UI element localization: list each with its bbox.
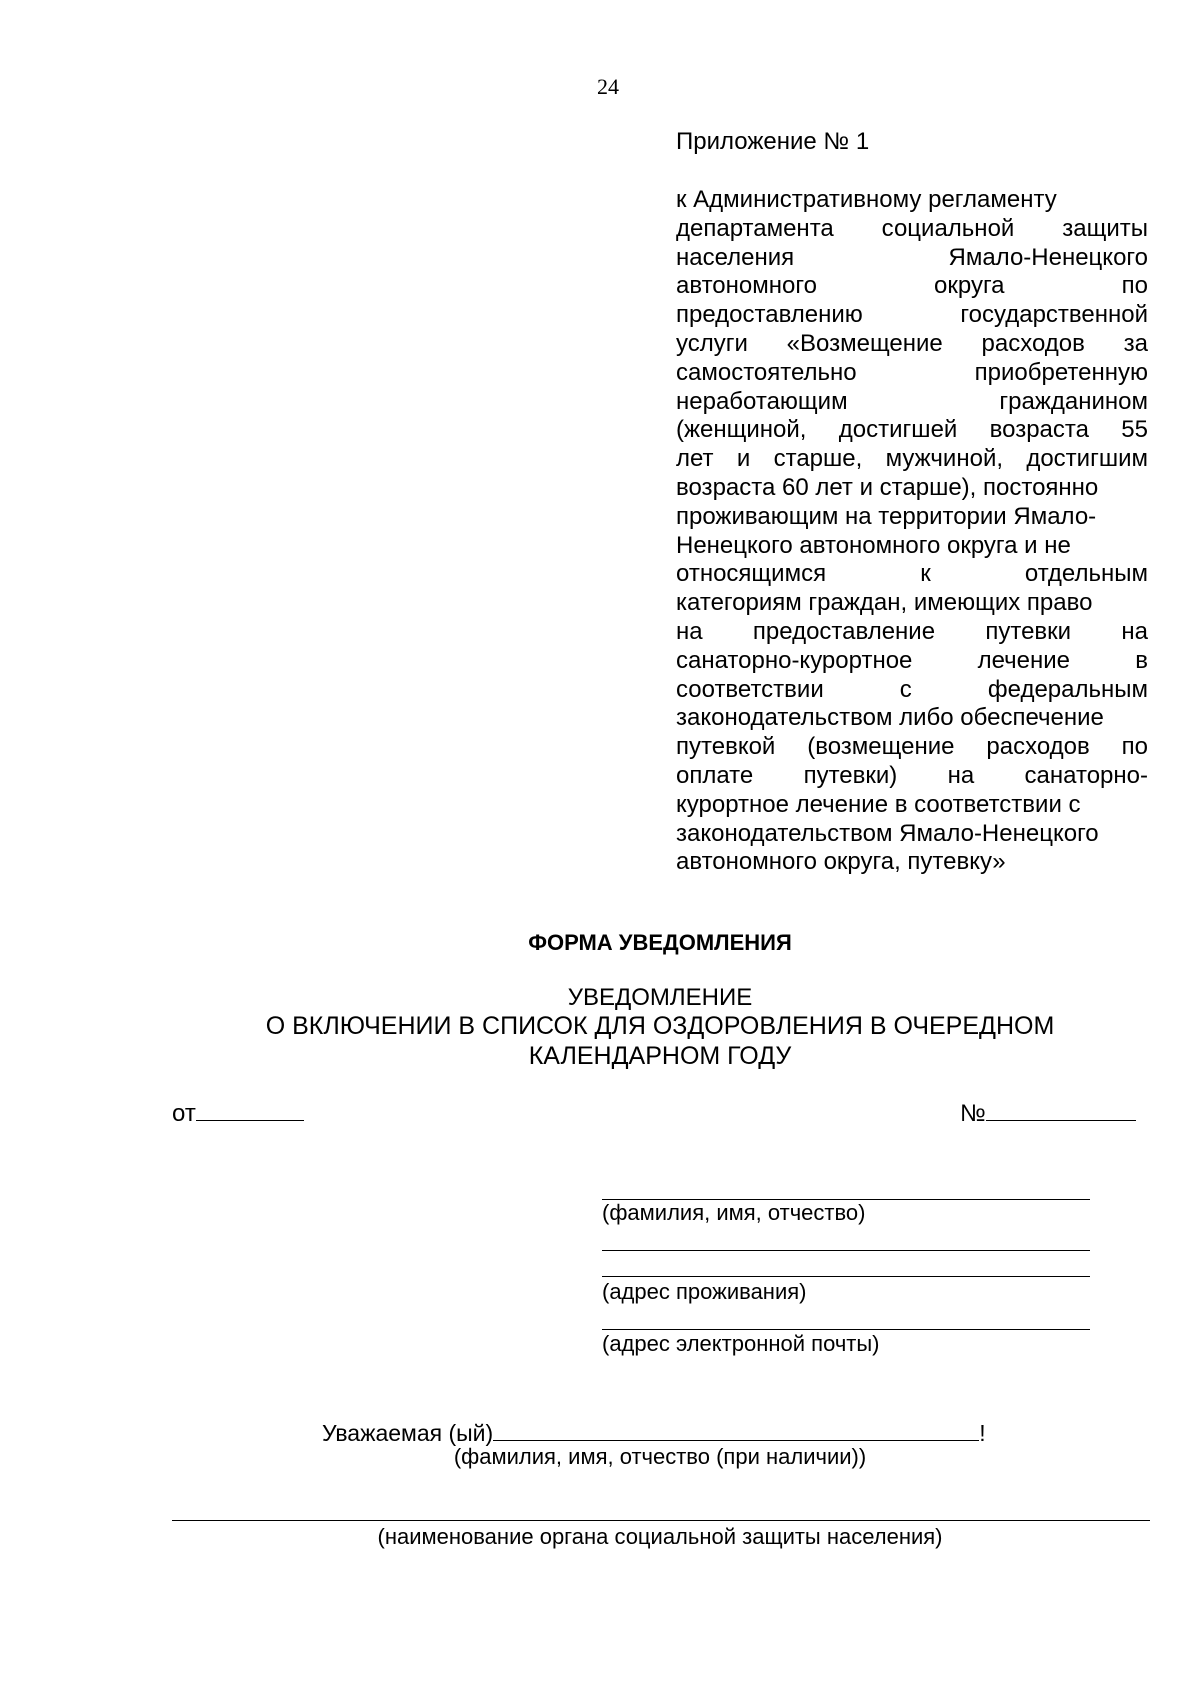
notice-subheading-line: О ВКЛЮЧЕНИИ В СПИСОК ДЛЯ ОЗДОРОВЛЕНИЯ В ОЧЕРЕДНОМ	[265, 1012, 1055, 1040]
number-field[interactable]	[960, 1096, 1136, 1128]
approval-line: соответствии с федеральным	[676, 675, 1148, 703]
approval-line: относящимся к отдельным	[676, 560, 1148, 588]
approval-line: самостоятельно приобретенную	[676, 358, 1148, 386]
salutation-prefix: Уважаемая (ый)	[322, 1420, 494, 1446]
approval-line: (женщиной, достигшей возраста 55	[676, 416, 1148, 444]
approval-line: к Административному регламенту	[676, 186, 1057, 213]
name-caption: (фамилия, имя, отчество)	[602, 1200, 866, 1225]
salutation-caption: (фамилия, имя, отчество (при наличии))	[453, 1444, 867, 1469]
salutation-blank[interactable]	[493, 1416, 979, 1441]
approval-line: услуги «Возмещение расходов за	[676, 329, 1148, 357]
approval-line: возраста 60 лет и старше), постоянно	[676, 473, 1099, 501]
appendix-title: Приложение № 1	[676, 128, 870, 155]
email-line[interactable]	[602, 1329, 1090, 1330]
notice-subheading-line: КАЛЕНДАРНОМ ГОДУ	[528, 1041, 792, 1070]
approval-line: курортное лечение в соответствии с	[676, 790, 1081, 818]
approval-line: проживающим на территории Ямало-	[676, 502, 1097, 530]
approval-block	[676, 186, 1148, 877]
notice-heading: УВЕДОМЛЕНИЕ	[567, 984, 753, 1011]
address-caption: (адрес проживания)	[602, 1279, 807, 1304]
approval-line: путевкой (возмещение расходов по	[676, 733, 1148, 761]
form-title: ФОРМА УВЕДОМЛЕНИЯ	[528, 930, 792, 955]
authority-caption: (наименование органа социальной защиты населения)	[377, 1524, 943, 1549]
approval-line: предоставлению государственной	[676, 301, 1148, 329]
approval-line: лет и старше, мужчиной, достигшим	[676, 445, 1148, 473]
date-field[interactable]	[172, 1096, 304, 1128]
number-label: №	[960, 1100, 986, 1127]
date-blank[interactable]	[196, 1096, 304, 1121]
approval-line: Ненецкого автономного округа и не	[676, 531, 1071, 559]
approval-line: законодательством Ямало-Ненецкого	[676, 819, 1099, 847]
salutation-line[interactable]	[322, 1416, 986, 1447]
authority-line[interactable]	[172, 1520, 1150, 1521]
notice-subheading	[0, 1012, 1200, 1071]
approval-line: на предоставление путевки на	[676, 617, 1148, 645]
approval-line: оплате путевки) на санаторно-	[676, 761, 1148, 789]
approval-line: автономного округа по	[676, 272, 1148, 300]
approval-line: неработающим гражданином	[676, 387, 1148, 415]
approval-line: автономного округа, путевку»	[676, 848, 1006, 876]
email-caption: (адрес электронной почты)	[602, 1331, 880, 1356]
date-label: от	[172, 1100, 196, 1127]
number-blank[interactable]	[986, 1096, 1136, 1121]
salutation-suffix: !	[979, 1420, 986, 1446]
approval-line: категориям граждан, имеющих право	[676, 589, 1093, 617]
address-line-1[interactable]	[602, 1250, 1090, 1251]
address-line-2[interactable]	[602, 1276, 1090, 1277]
page-number: 24	[597, 74, 619, 99]
approval-line: законодательством либо обеспечение	[676, 704, 1104, 732]
approval-line: департамента социальной защиты	[676, 214, 1148, 242]
approval-line: санаторно-курортное лечение в	[676, 646, 1148, 674]
approval-line: населения Ямало-Ненецкого	[676, 243, 1148, 271]
